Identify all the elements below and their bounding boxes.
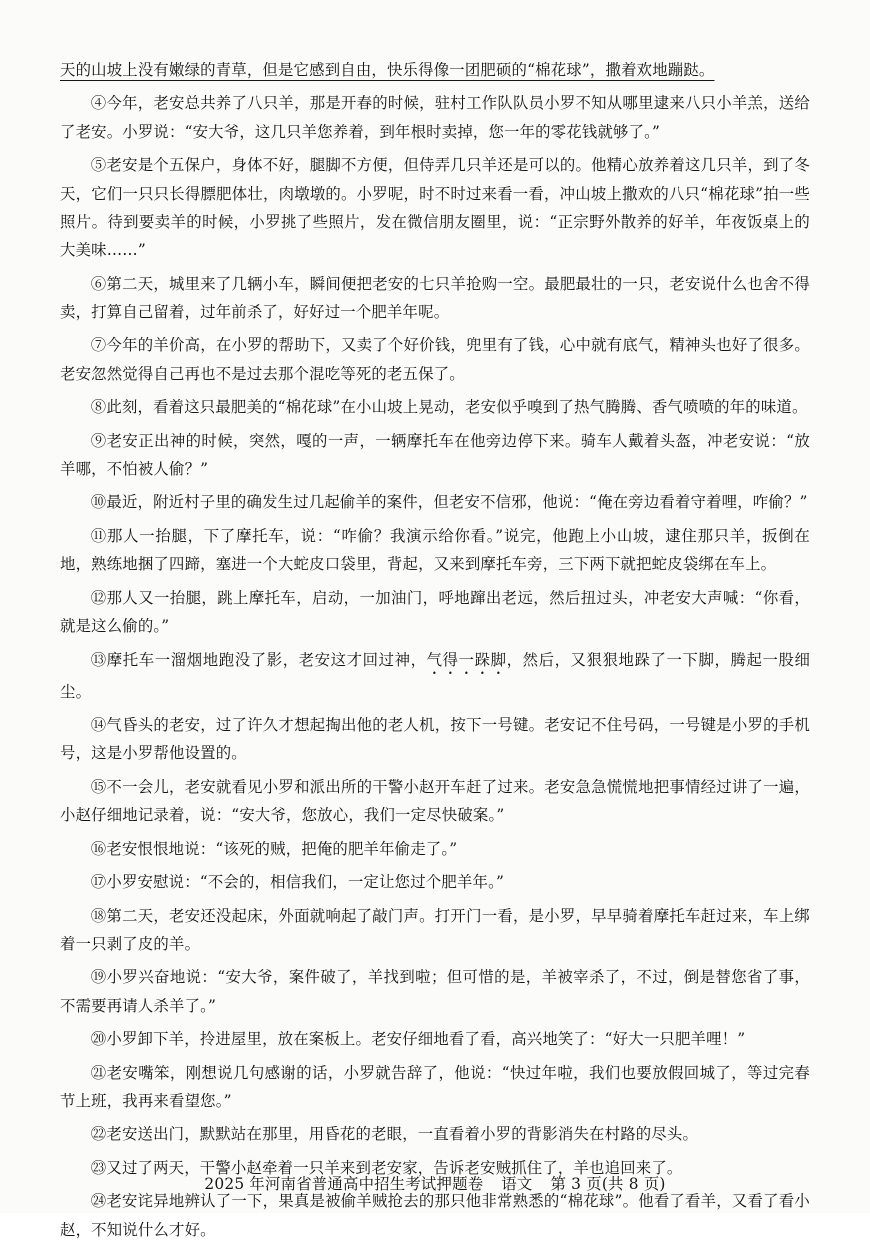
subject-label: 语文: [501, 1175, 533, 1193]
paragraph-16: ⑯老安恨恨地说：“该死的贼，把俺的肥羊年偷走了。”: [90, 839, 458, 858]
paragraph-5: ⑤老安是个五保户，身体不好，腿脚不方便，但侍弄几只羊还是可以的。他精心放养着这几只羊，到了冬天，它们一只只长得膘肥体壮，肉墩墩的。小罗呢，时不时过来看一看，冲山坡上撒欢的八只“棉花球”拍一些照片。待到要卖羊的时候，小罗挑了些照片，发在微信朋友圈里，说：“正宗野外散养的好羊，年夜饭桌上的大美味……”: [60, 156, 810, 260]
paragraph-12: ⑫那人又一抬腿，跳上摩托车，启动，一加油门，呼地蹿出老远，然后扭过头，冲老安大声喊：“你看，就是这么偷的。”: [60, 588, 810, 636]
paragraph-13-part-c: ，然后，又狠狠地跺了一下脚，腾起一股细尘。: [60, 650, 811, 701]
paragraph-9: ⑨老安正出神的时候，突然，嘎的一声，一辆摩托车在他旁边停下来。骑车人戴着头盔，冲老安说：“放羊哪，不怕被人偷？”: [60, 431, 810, 478]
paragraph-continued: [60, 56, 810, 84]
paragraph-20: ⑳小罗卸下羊，拎进屋里，放在案板上。老安仔细地看了看，高兴地笑了：“好大一只肥羊哩！”: [90, 1030, 746, 1049]
paragraph-4: ④今年，老安总共养了八只羊，那是开春的时候，驻村工作队队员小罗不知从哪里逮来八只小羊羔，送给了老安。小罗说：“安大爷，这几只羊您养着，到年根时卖掉，您一年的零花钱就够了。”: [60, 94, 810, 141]
paragraph-18: ⑱第二天，老安还没起床，外面就响起了敲门声。打开门一看，是小罗，早早骑着摩托车赶过来，车上绑着一只剥了皮的羊。: [60, 906, 810, 953]
paragraph-13: [60, 646, 810, 706]
page-number: 第 3 页(共 8 页): [550, 1175, 666, 1193]
emphasized-phrase: 气得一跺脚: [426, 650, 507, 669]
paragraph-6: ⑥第二天，城里来了几辆小车，瞬间便把老安的七只羊抢购一空。最肥最壮的一只，老安说什么也舍不得卖，打算自己留着，过年前杀了，好好过一个肥羊年呢。: [60, 274, 810, 321]
paragraph-10: ⑩最近，附近村子里的确发生过几起偷羊的案件，但老安不信邪，他说：“俺在旁边看着守着哩，咋偷？”: [90, 493, 808, 512]
exam-title: 2025 年河南省普通高中招生考试押题卷: [204, 1175, 484, 1193]
paragraph-15: ⑮不一会儿，老安就看见小罗和派出所的干警小赵开车赶了过来。老安急急慌慌地把事情经过讲了一遍，小赵仔细地记录着，说：“安大爷，您放心，我们一定尽快破案。”: [60, 777, 810, 825]
paragraph-13-part-a: ⑬摩托车一溜烟地跑没了影，老安这才回过神，: [90, 650, 427, 669]
underlined-sentence: 天的山坡上没有嫩绿的青草，但是它感到自由，快乐得像一团肥硕的“棉花球”，撒着欢地蹦跶。: [60, 61, 715, 79]
page-footer: [0, 1172, 870, 1194]
paragraph-24: ㉔老安诧异地辨认了一下，果真是被偷羊贼抢去的那只他非常熟悉的“棉花球”。他看了看羊，又看了看小赵，不知说什么才好。: [60, 1192, 810, 1239]
paragraph-23: ㉓又过了两天，干警小赵牵着一只羊来到老安家，告诉老安贼抓住了，羊也追回来了。: [90, 1158, 683, 1177]
paragraph-11: ⑪那人一抬腿，下了摩托车，说：“咋偷？我演示给你看。”说完，他跑上小山坡，逮住那只羊，扳倒在地，熟练地捆了四蹄，塞进一个大蛇皮口袋里，背起，又来到摩托车旁，三下两下就把蛇皮袋绑在车上。: [60, 526, 810, 574]
paragraph-21: ㉑老安嘴笨，刚想说几句感谢的话，小罗就告辞了，他说：“快过年啦，我们也要放假回城了，等过完春节上班，我再来看望您。”: [60, 1063, 810, 1110]
paragraph-7: ⑦今年的羊价高，在小罗的帮助下，又卖了个好价钱，兜里有了钱，心中就有底气，精神头也好了很多。老安忽然觉得自己再也不是过去那个混吃等死的老五保了。: [60, 336, 810, 383]
paragraph-17: ⑰小罗安慰说：“不会的，相信我们，一定让您过个肥羊年。”: [90, 873, 505, 892]
paragraph-22: ㉒老安送出门，默默站在那里，用昏花的老眼，一直看着小罗的背影消失在村路的尽头。: [90, 1125, 699, 1144]
paragraph-14: ⑭气昏头的老安，过了许久才想起掏出他的老人机，按下一号键。老安记不住号码，一号键是小罗的手机号，这是小罗帮他设置的。: [60, 716, 810, 763]
paragraph-8: ⑧此刻，看着这只最肥美的“棉花球”在小山坡上晃动，老安似乎嗅到了热气腾腾、香气喷喷的年的味道。: [90, 398, 808, 417]
paragraph-19: ⑲小罗兴奋地说：“安大爷，案件破了，羊找到啦；但可惜的是，羊被宰杀了，不过，倒是替您省了事，不需要再请人杀羊了。”: [60, 968, 810, 1015]
